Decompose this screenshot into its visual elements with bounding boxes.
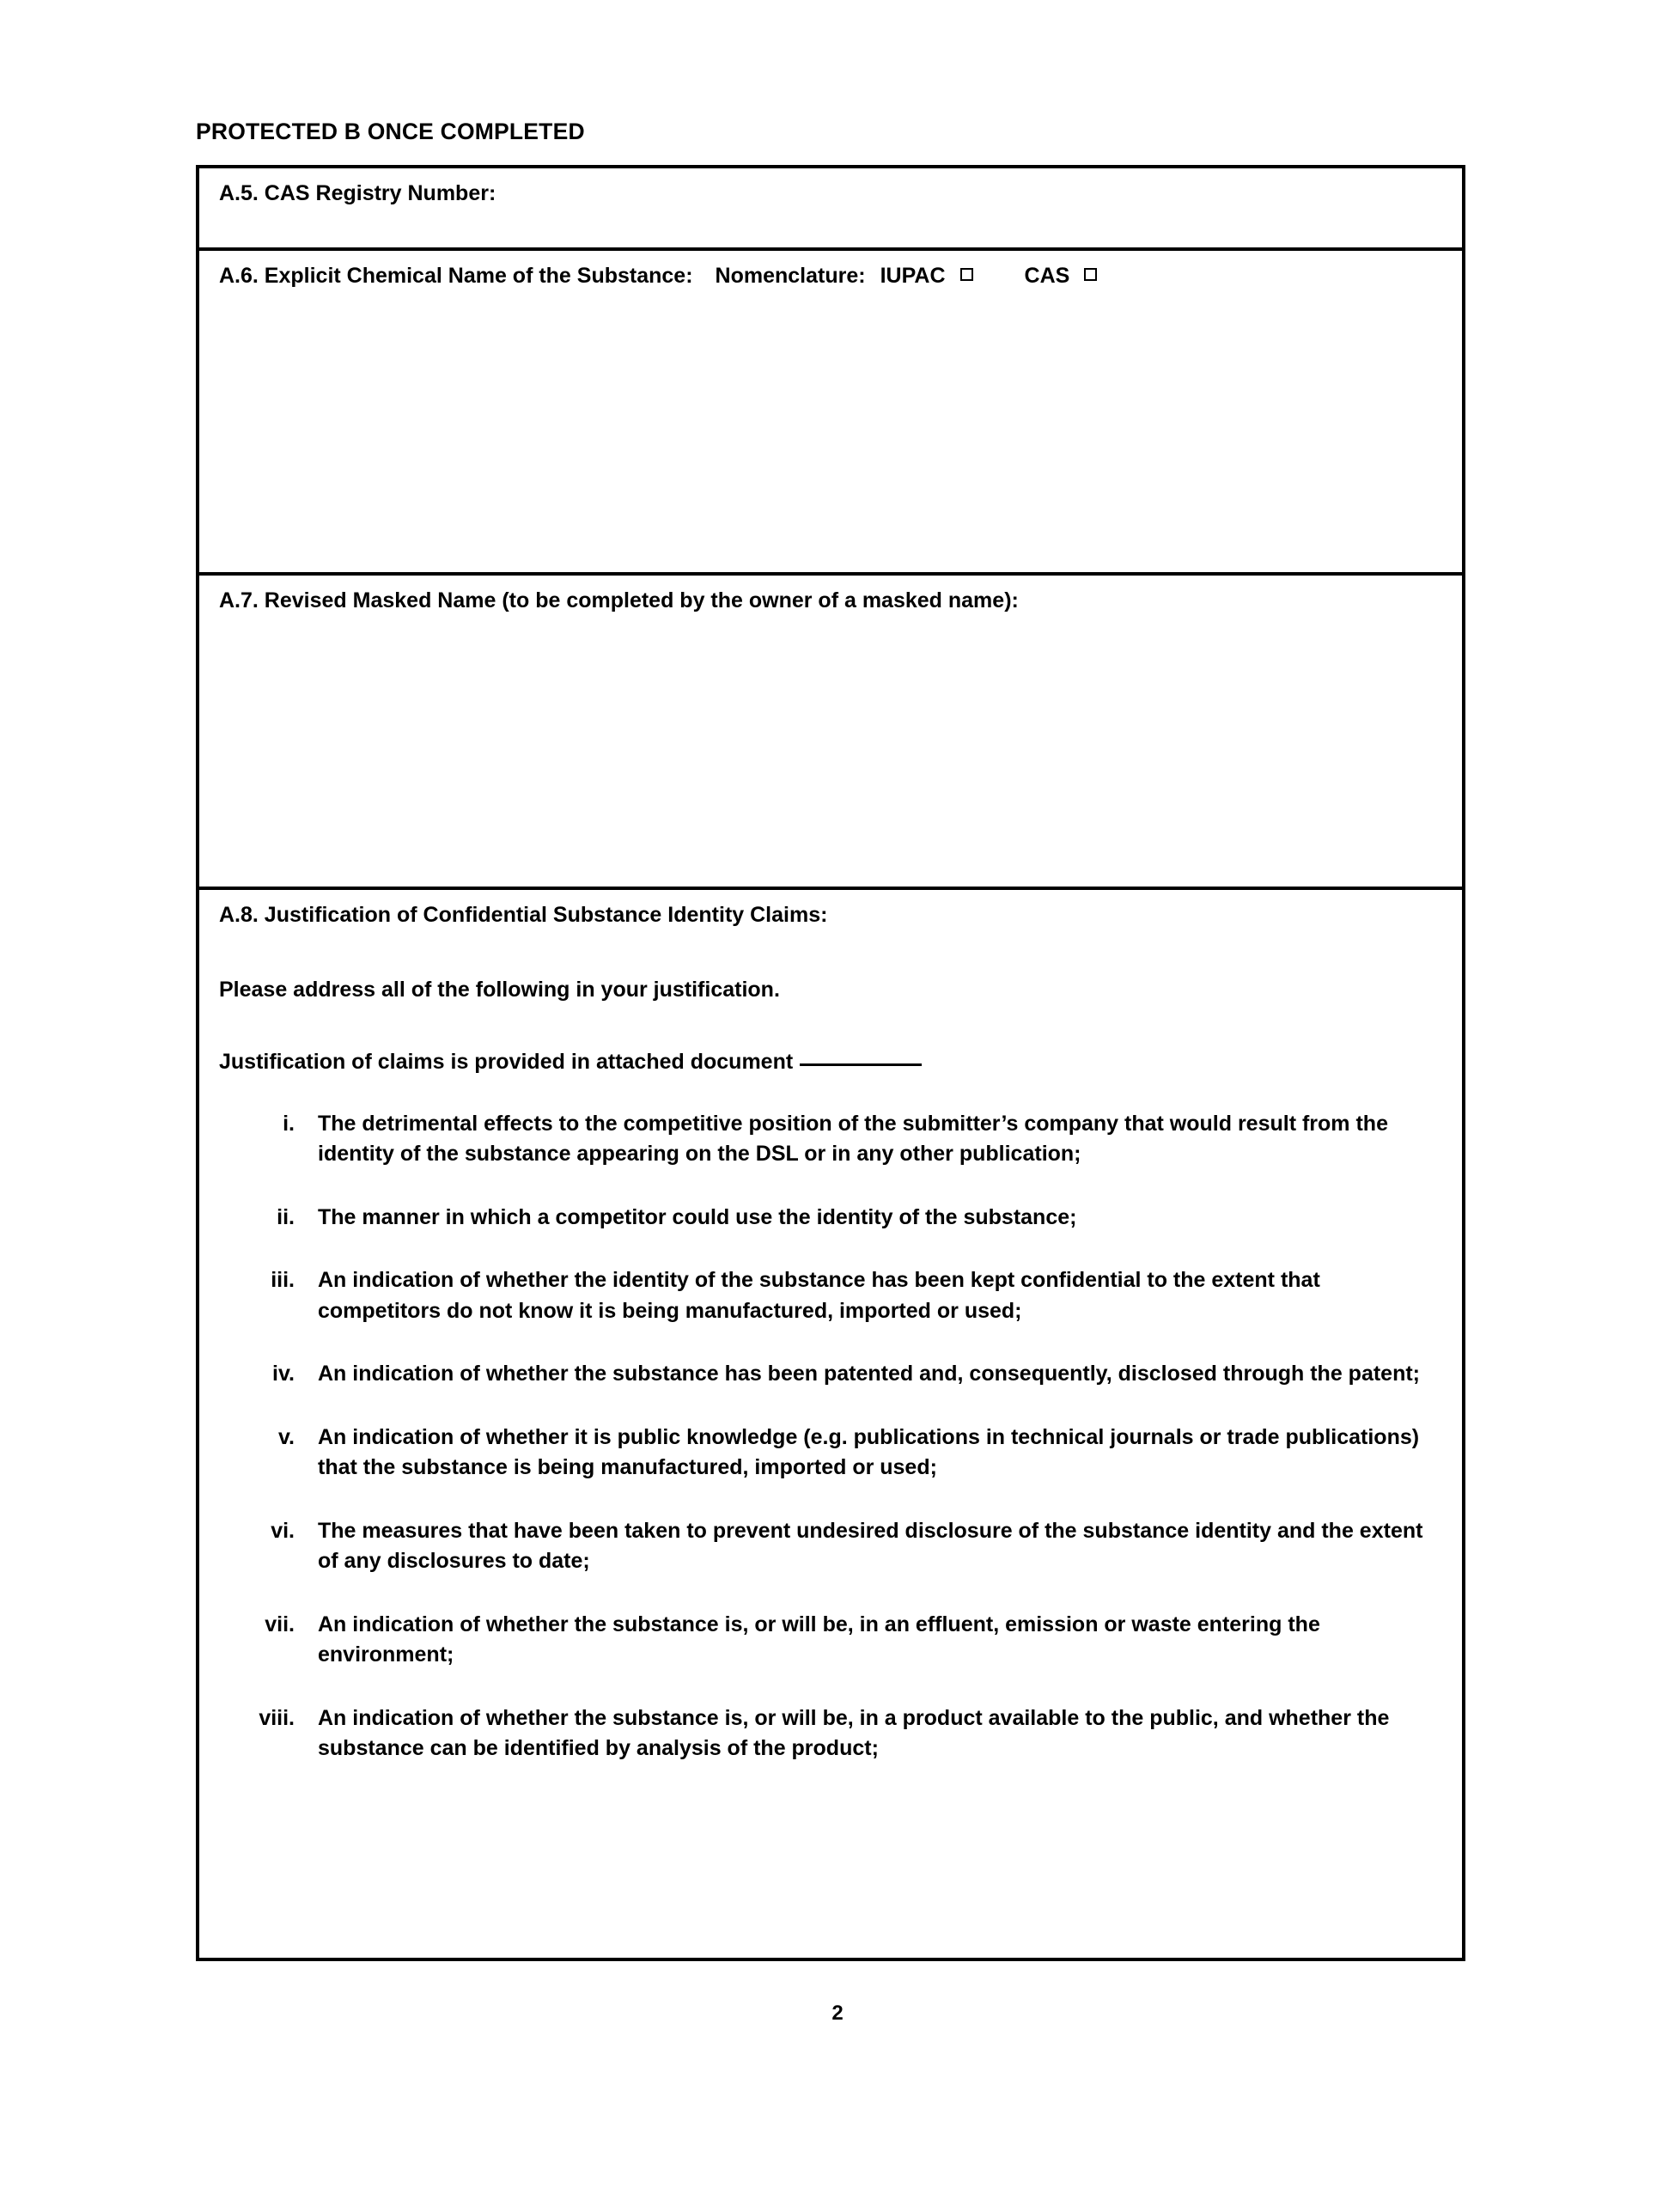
attached-document-line <box>219 1048 1462 1076</box>
claim-numeral: iii. <box>271 1268 295 1292</box>
field-a7-cell[interactable] <box>199 576 1462 614</box>
list-item <box>219 1203 1462 1234</box>
list-item <box>219 1359 1462 1390</box>
list-item <box>219 1265 1462 1326</box>
claim-numeral: v. <box>278 1424 295 1449</box>
field-a6-label: A.6. Explicit Chemical Name of the Substance: <box>219 264 693 288</box>
attached-document-label: Justification of claims is provided in attached document <box>219 1050 794 1074</box>
checkbox-cas[interactable] <box>1084 268 1097 281</box>
claim-text: The manner in which a competitor could use the identity of the substance; <box>318 1204 1077 1229</box>
claim-text: An indication of whether the substance is, or will be, in an effluent, emission or waste entering the environment; <box>318 1612 1320 1667</box>
field-a5-label: A.5. CAS Registry Number: <box>219 181 496 205</box>
field-a8-instruction: Please address all of the following in your justification. <box>219 977 780 1002</box>
page-number: 2 <box>831 2002 844 2025</box>
checkbox-iupac[interactable] <box>960 268 973 281</box>
option-iupac-label: IUPAC <box>880 264 946 288</box>
field-a7-label: A.7. Revised Masked Name <box>219 588 496 612</box>
claim-numeral: vii. <box>265 1612 295 1636</box>
list-item <box>219 1610 1462 1671</box>
form-row-a8 <box>199 890 1462 1958</box>
claim-numeral: iv. <box>272 1362 295 1386</box>
field-a6-nomenclature-label: Nomenclature: <box>715 264 866 288</box>
list-item <box>219 1703 1462 1764</box>
classification-header: PROTECTED B ONCE COMPLETED <box>196 119 585 144</box>
field-a7-label-group <box>219 588 1019 612</box>
field-a7-label-note: (to be completed by the owner of a masked name): <box>502 588 1019 612</box>
claim-numeral: i. <box>283 1111 295 1136</box>
option-cas-label: CAS <box>1024 264 1070 288</box>
field-a6-cell[interactable] <box>199 251 1462 289</box>
form-row-a5 <box>199 168 1462 251</box>
field-a6-label-group <box>219 264 1097 288</box>
list-item <box>219 1516 1462 1577</box>
spacer <box>219 1003 1462 1048</box>
form-row-a6 <box>199 251 1462 576</box>
field-a8-cell <box>199 890 1462 1764</box>
claim-text: An indication of whether the substance has been patented and, consequently, disclosed through the patent; <box>318 1362 1421 1386</box>
claim-text: The detrimental effects to the competitive position of the submitter’s company that would result from the identity of the substance appearing on the DSL or in any other publication; <box>318 1111 1388 1166</box>
claim-numeral: viii. <box>259 1705 295 1730</box>
list-item <box>219 1109 1462 1170</box>
claim-text: An indication of whether it is public knowledge (e.g. publications in technical journals or trade publications) that the substance is being manufactured, imported or used; <box>318 1424 1420 1479</box>
claim-text: An indication of whether the substance is, or will be, in a product available to the public, and whether the substance can be identified by analysis of the product; <box>318 1705 1390 1760</box>
claim-text: The measures that have been taken to prevent undesired disclosure of the substance identity and the extent of any disclosures to date; <box>318 1518 1423 1573</box>
claims-list <box>219 1109 1462 1764</box>
claim-numeral: vi. <box>271 1518 295 1543</box>
claim-numeral: ii. <box>277 1204 295 1229</box>
form-table <box>196 165 1465 1961</box>
field-a8-heading: A.8. Justification of Confidential Substance Identity Claims: <box>219 903 828 927</box>
spacer <box>219 929 1462 976</box>
attached-document-input[interactable] <box>800 1063 922 1066</box>
form-row-a7 <box>199 576 1462 890</box>
field-a5-cell[interactable] <box>199 168 1462 207</box>
list-item <box>219 1423 1462 1484</box>
claim-text: An indication of whether the identity of the substance has been kept confidential to the extent that competitors do not know it is being manufactured, imported or used; <box>318 1268 1320 1323</box>
